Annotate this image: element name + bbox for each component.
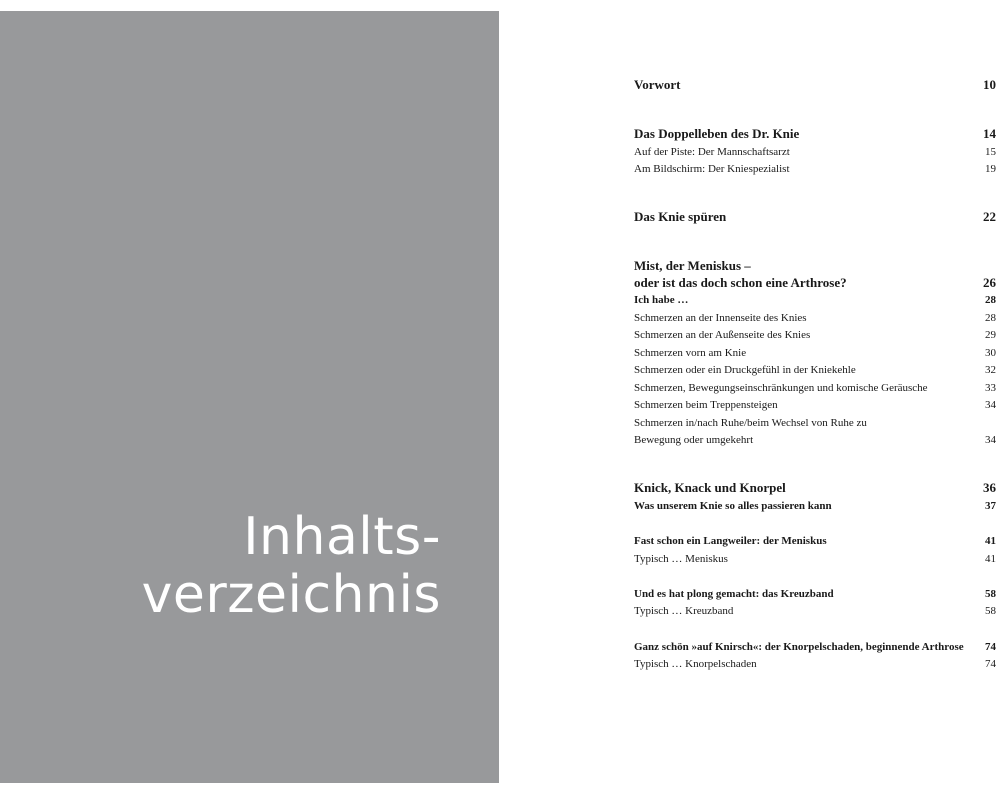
toc-title: Knick, Knack und Knorpel — [634, 480, 786, 495]
toc-page: 32 — [985, 364, 996, 376]
toc-page: 34 — [985, 434, 996, 446]
title-line-1: Inhalts- — [243, 507, 441, 567]
toc-title: Mist, der Meniskus – — [634, 258, 751, 273]
title-panel — [0, 11, 499, 783]
toc-page: 14 — [983, 126, 996, 141]
toc-title: Und es hat plong gemacht: das Kreuzband — [634, 588, 834, 600]
toc-title: Typisch … Knorpelschaden — [634, 658, 757, 670]
toc-title: oder ist das doch schon eine Arthrose? — [634, 275, 847, 290]
toc-title: Schmerzen beim Treppensteigen — [634, 399, 778, 411]
toc-title: Was unserem Knie so alles passieren kann — [634, 500, 832, 512]
table-of-contents — [634, 0, 996, 800]
toc-title: Das Knie spüren — [634, 209, 727, 224]
toc-title: Am Bildschirm: Der Kniespezialist — [634, 163, 790, 175]
toc-page: 22 — [983, 209, 996, 224]
toc-page: 15 — [985, 146, 996, 158]
toc-page: 74 — [985, 641, 996, 653]
toc-title: Schmerzen, Bewegungseinschränkungen und komische Geräusche — [634, 382, 928, 394]
toc-page: 26 — [983, 275, 996, 290]
toc-page: 19 — [985, 163, 996, 175]
toc-page: 74 — [985, 658, 996, 670]
toc-title: Fast schon ein Langweiler: der Meniskus — [634, 535, 827, 547]
toc-page: 58 — [985, 605, 996, 617]
toc-title: Schmerzen oder ein Druckgefühl in der Kniekehle — [634, 364, 856, 376]
toc-title: Typisch … Meniskus — [634, 553, 728, 565]
toc-title: Schmerzen an der Innenseite des Knies — [634, 312, 807, 324]
toc-page: 29 — [985, 329, 996, 341]
toc-page: 34 — [985, 399, 996, 411]
toc-title: Vorwort — [634, 77, 681, 92]
page-title — [142, 508, 441, 624]
toc-title: Das Doppelleben des Dr. Knie — [634, 126, 800, 141]
toc-page: 37 — [985, 500, 996, 512]
toc-title: Typisch … Kreuzband — [634, 605, 734, 617]
toc-page: 41 — [985, 535, 996, 547]
toc-page: 33 — [985, 382, 996, 394]
toc-page: 30 — [985, 347, 996, 359]
toc-page: 58 — [985, 588, 996, 600]
title-line-2: verzeichnis — [141, 565, 441, 625]
toc-page: 28 — [985, 312, 996, 324]
toc-title: Schmerzen in/nach Ruhe/beim Wechsel von Ruhe zu — [634, 417, 867, 429]
toc-title: Schmerzen an der Außenseite des Knies — [634, 329, 811, 341]
toc-title: Schmerzen vorn am Knie — [634, 347, 747, 359]
toc-page: 36 — [983, 480, 996, 495]
toc-title: Ganz schön »auf Knirsch«: der Knorpelschaden, beginnende Arthrose — [634, 641, 964, 653]
toc-title: Auf der Piste: Der Mannschaftsarzt — [634, 146, 790, 158]
toc-page: 28 — [985, 294, 996, 306]
toc-title: Ich habe … — [634, 294, 689, 306]
toc-title: Bewegung oder umgekehrt — [634, 434, 754, 446]
toc-page: 41 — [985, 553, 996, 565]
toc-page: 10 — [983, 77, 996, 92]
